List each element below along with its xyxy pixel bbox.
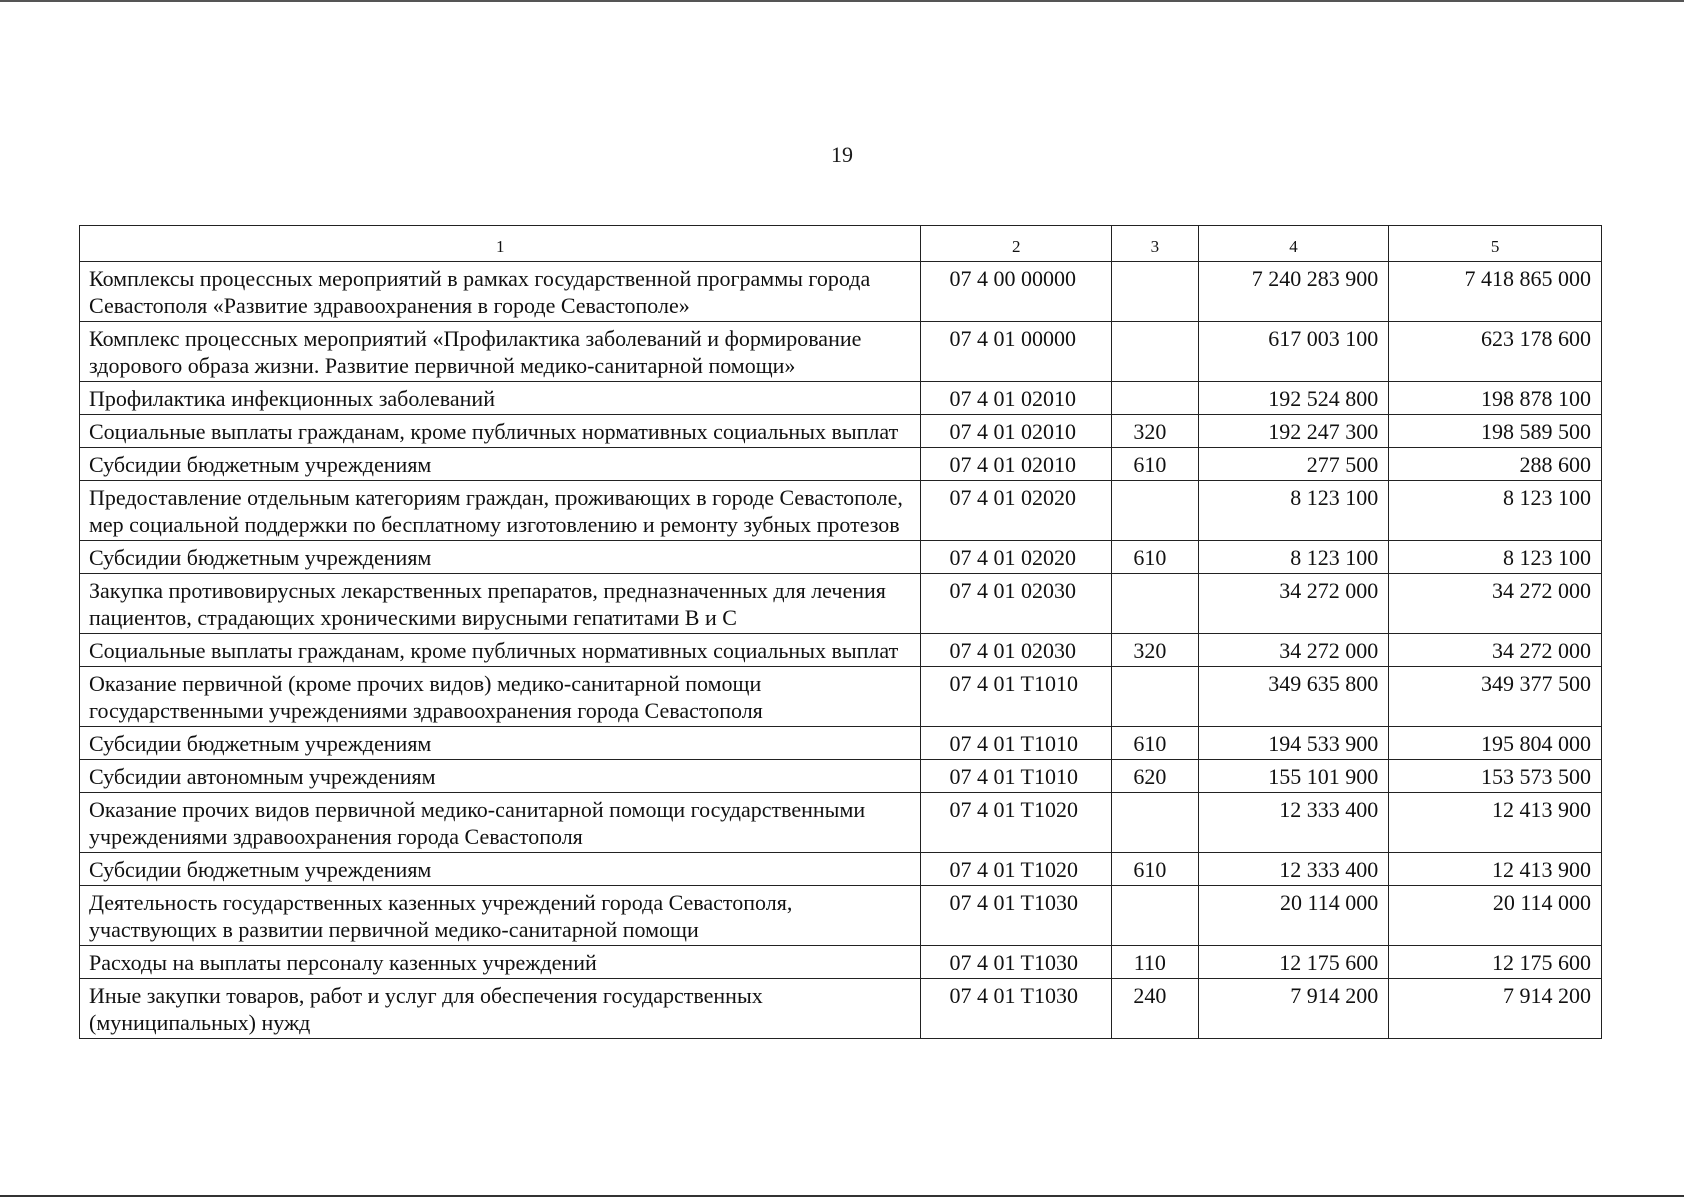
column-header-4: 4 [1198, 226, 1389, 262]
table-row [80, 853, 1602, 886]
row-name: Социальные выплаты гражданам, кроме публичных нормативных социальных выплат [80, 634, 921, 667]
row-year2: 12 413 900 [1389, 793, 1602, 853]
table-row [80, 481, 1602, 541]
page-top-edge [0, 0, 1684, 2]
row-name: Социальные выплаты гражданам, кроме публичных нормативных социальных выплат [80, 415, 921, 448]
row-name: Комплекс процессных мероприятий «Профилактика заболеваний и формирование здорового образа жизни. Развитие первичной медико-санитарной помощи» [80, 322, 921, 382]
row-year2: 12 413 900 [1389, 853, 1602, 886]
row-type [1111, 262, 1198, 322]
table-row [80, 634, 1602, 667]
row-code: 07 4 01 T1010 [921, 727, 1112, 760]
row-type: 610 [1111, 541, 1198, 574]
row-year2: 7 418 865 000 [1389, 262, 1602, 322]
table-row [80, 262, 1602, 322]
row-name: Иные закупки товаров, работ и услуг для обеспечения государственных (муниципальных) нужд [80, 979, 921, 1039]
row-year1: 7 240 283 900 [1198, 262, 1389, 322]
row-year1: 155 101 900 [1198, 760, 1389, 793]
page-number: 19 [831, 142, 853, 167]
row-year2: 34 272 000 [1389, 574, 1602, 634]
page-bottom-edge [0, 1195, 1684, 1197]
row-type [1111, 793, 1198, 853]
row-type [1111, 382, 1198, 415]
row-type: 610 [1111, 727, 1198, 760]
row-year2: 12 175 600 [1389, 946, 1602, 979]
row-type: 110 [1111, 946, 1198, 979]
table-row [80, 979, 1602, 1039]
row-code: 07 4 01 02010 [921, 415, 1112, 448]
row-code: 07 4 01 02020 [921, 481, 1112, 541]
row-type: 320 [1111, 634, 1198, 667]
column-header-2: 2 [921, 226, 1112, 262]
row-type: 320 [1111, 415, 1198, 448]
row-year1: 20 114 000 [1198, 886, 1389, 946]
table-row [80, 667, 1602, 727]
row-name: Предоставление отдельным категориям граждан, проживающих в городе Севастополе, мер социальной поддержки по бесплатному изготовлению и ремонту зубных протезов [80, 481, 921, 541]
column-header-5: 5 [1389, 226, 1602, 262]
row-code: 07 4 00 00000 [921, 262, 1112, 322]
row-name: Субсидии бюджетным учреждениям [80, 853, 921, 886]
row-name: Оказание первичной (кроме прочих видов) медико-санитарной помощи государственными учреждениями здравоохранения города Севастополя [80, 667, 921, 727]
table-row [80, 382, 1602, 415]
row-type [1111, 322, 1198, 382]
row-code: 07 4 01 02010 [921, 448, 1112, 481]
table-row [80, 415, 1602, 448]
row-year1: 12 333 400 [1198, 793, 1389, 853]
row-year2: 198 589 500 [1389, 415, 1602, 448]
row-code: 07 4 01 T1030 [921, 946, 1112, 979]
budget-table [79, 225, 1602, 1039]
row-code: 07 4 01 T1030 [921, 886, 1112, 946]
column-header-3: 3 [1111, 226, 1198, 262]
row-year1: 34 272 000 [1198, 634, 1389, 667]
table-row [80, 322, 1602, 382]
row-code: 07 4 01 T1020 [921, 793, 1112, 853]
table-row [80, 760, 1602, 793]
table-header-row [80, 226, 1602, 262]
row-code: 07 4 01 00000 [921, 322, 1112, 382]
row-year1: 194 533 900 [1198, 727, 1389, 760]
row-type: 240 [1111, 979, 1198, 1039]
column-header-1: 1 [80, 226, 921, 262]
row-year1: 8 123 100 [1198, 541, 1389, 574]
row-year2: 34 272 000 [1389, 634, 1602, 667]
table-row [80, 793, 1602, 853]
row-code: 07 4 01 T1030 [921, 979, 1112, 1039]
row-code: 07 4 01 T1020 [921, 853, 1112, 886]
row-code: 07 4 01 02030 [921, 634, 1112, 667]
row-type [1111, 667, 1198, 727]
row-year1: 8 123 100 [1198, 481, 1389, 541]
row-code: 07 4 01 02030 [921, 574, 1112, 634]
row-name: Субсидии автономным учреждениям [80, 760, 921, 793]
row-year2: 349 377 500 [1389, 667, 1602, 727]
row-name: Субсидии бюджетным учреждениям [80, 727, 921, 760]
table-row [80, 886, 1602, 946]
row-year2: 20 114 000 [1389, 886, 1602, 946]
row-year2: 153 573 500 [1389, 760, 1602, 793]
row-year2: 8 123 100 [1389, 541, 1602, 574]
row-name: Расходы на выплаты персоналу казенных учреждений [80, 946, 921, 979]
row-name: Субсидии бюджетным учреждениям [80, 541, 921, 574]
row-year1: 192 524 800 [1198, 382, 1389, 415]
row-name: Субсидии бюджетным учреждениям [80, 448, 921, 481]
row-year2: 623 178 600 [1389, 322, 1602, 382]
table-row [80, 946, 1602, 979]
row-code: 07 4 01 02020 [921, 541, 1112, 574]
row-type [1111, 574, 1198, 634]
row-code: 07 4 01 T1010 [921, 667, 1112, 727]
row-year2: 195 804 000 [1389, 727, 1602, 760]
row-code: 07 4 01 02010 [921, 382, 1112, 415]
row-type: 610 [1111, 448, 1198, 481]
row-year1: 277 500 [1198, 448, 1389, 481]
table-row [80, 727, 1602, 760]
row-year2: 7 914 200 [1389, 979, 1602, 1039]
table-row [80, 574, 1602, 634]
row-name: Комплексы процессных мероприятий в рамках государственной программы города Севастополя «Развитие здравоохранения в городе Севастополе» [80, 262, 921, 322]
row-name: Профилактика инфекционных заболеваний [80, 382, 921, 415]
table-row [80, 448, 1602, 481]
row-name: Деятельность государственных казенных учреждений города Севастополя, участвующих в развитии первичной медико-санитарной помощи [80, 886, 921, 946]
row-name: Оказание прочих видов первичной медико-санитарной помощи государственными учреждениями здравоохранения города Севастополя [80, 793, 921, 853]
row-type [1111, 481, 1198, 541]
row-type [1111, 886, 1198, 946]
row-year1: 12 175 600 [1198, 946, 1389, 979]
table-body [80, 262, 1602, 1039]
row-type: 620 [1111, 760, 1198, 793]
row-year1: 192 247 300 [1198, 415, 1389, 448]
row-year1: 349 635 800 [1198, 667, 1389, 727]
row-year1: 617 003 100 [1198, 322, 1389, 382]
row-name: Закупка противовирусных лекарственных препаратов, предназначенных для лечения пациентов, страдающих хроническими вирусными гепатитами В и С [80, 574, 921, 634]
row-type: 610 [1111, 853, 1198, 886]
row-year1: 12 333 400 [1198, 853, 1389, 886]
table-row [80, 541, 1602, 574]
row-year2: 288 600 [1389, 448, 1602, 481]
row-year2: 198 878 100 [1389, 382, 1602, 415]
row-year1: 34 272 000 [1198, 574, 1389, 634]
row-year1: 7 914 200 [1198, 979, 1389, 1039]
row-year2: 8 123 100 [1389, 481, 1602, 541]
row-code: 07 4 01 T1010 [921, 760, 1112, 793]
